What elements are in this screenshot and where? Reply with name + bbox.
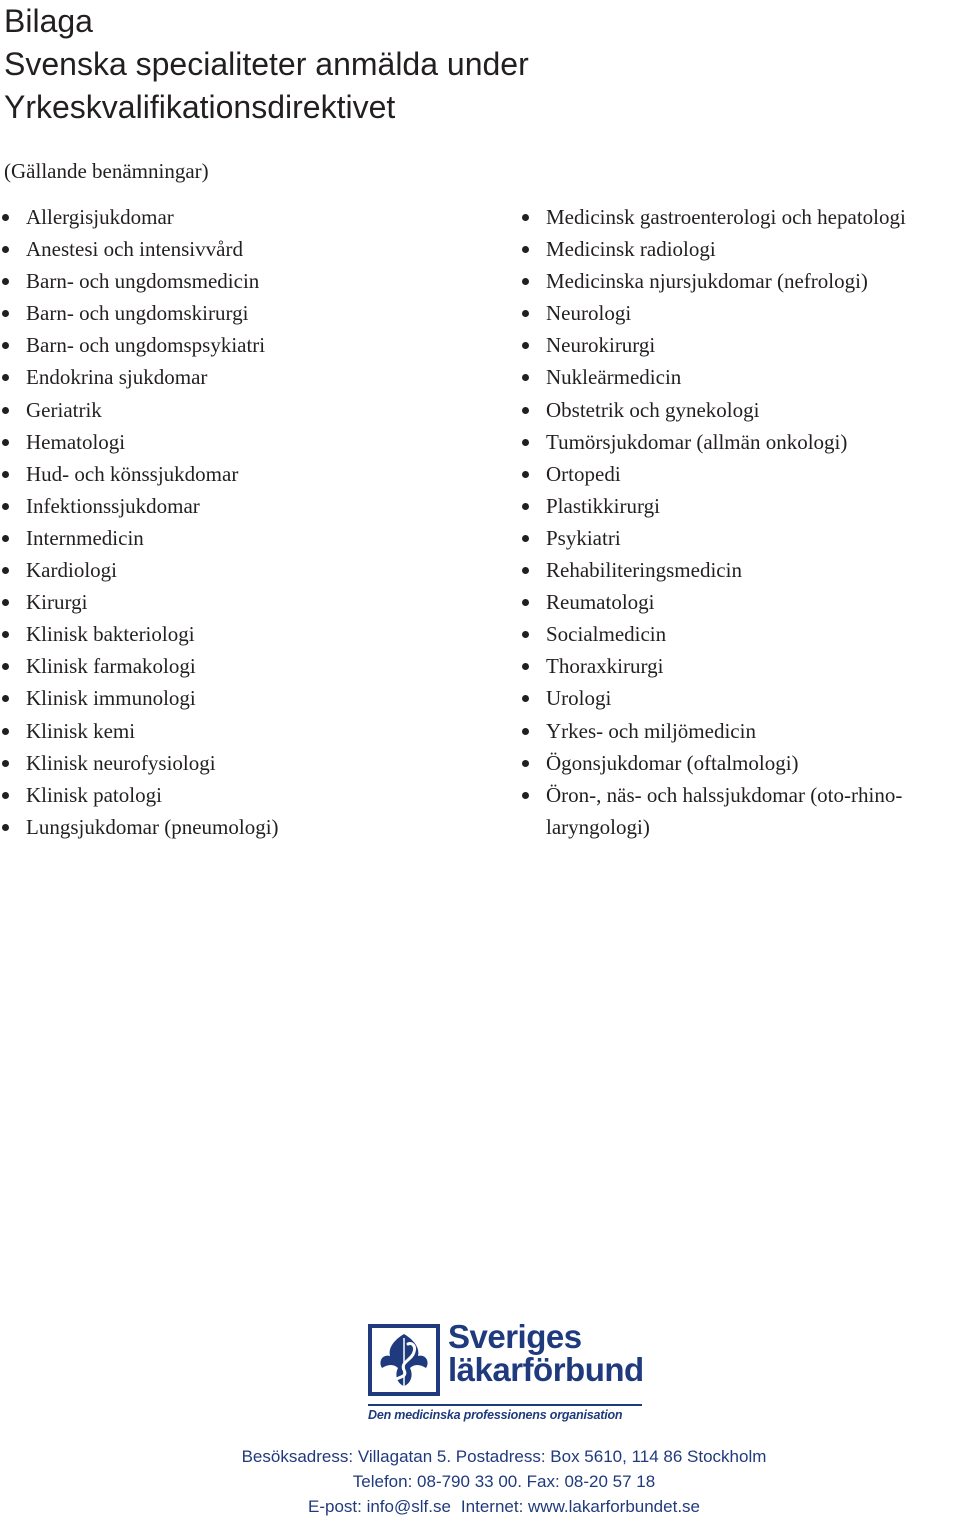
specialty-item: Infektionssjukdomar bbox=[0, 490, 279, 522]
specialty-item: Barn- och ungdomsmedicin bbox=[0, 265, 279, 297]
specialty-item: Psykiatri bbox=[520, 522, 960, 554]
specialty-item: Hud- och könssjukdomar bbox=[0, 458, 279, 490]
page-heading bbox=[4, 0, 529, 129]
page-title-line-2: Yrkeskvalifikationsdirektivet bbox=[4, 89, 396, 125]
specialty-item: Klinisk neurofysiologi bbox=[0, 747, 279, 779]
specialty-item: Ögonsjukdomar (oftalmologi) bbox=[520, 747, 960, 779]
specialty-item: Kirurgi bbox=[0, 586, 279, 618]
specialty-item: Thoraxkirurgi bbox=[520, 650, 960, 682]
specialty-item: Anestesi och intensivvård bbox=[0, 233, 279, 265]
specialty-item: Rehabiliteringsmedicin bbox=[520, 554, 960, 586]
specialty-item: Klinisk kemi bbox=[0, 715, 279, 747]
lakarforbundet-logo bbox=[368, 1318, 648, 1424]
footer-phone: Telefon: 08-790 33 00. Fax: 08-20 57 18 bbox=[352, 1472, 656, 1491]
specialty-item: Klinisk farmakologi bbox=[0, 650, 279, 682]
specialty-item: Obstetrik och gynekologi bbox=[520, 394, 960, 426]
logo-wordmark bbox=[448, 1320, 644, 1386]
footer-contact-line bbox=[0, 1494, 960, 1519]
specialty-item: Hematologi bbox=[0, 426, 279, 458]
specialty-item: Medicinsk gastroenterologi och hepatologi bbox=[520, 201, 960, 233]
logo-name-line-2: läkarförbund bbox=[448, 1351, 644, 1388]
footer-address: Besöksadress: Villagatan 5. Postadress: Box 5610, 114 86 Stockholm bbox=[241, 1447, 767, 1466]
footer-email[interactable]: E-post: info@slf.se bbox=[307, 1497, 451, 1516]
logo-name-line-1: Sveriges bbox=[448, 1318, 582, 1355]
specialty-item: Yrkes- och miljömedicin bbox=[520, 715, 960, 747]
specialty-item: Nukleärmedicin bbox=[520, 361, 960, 393]
specialty-item: Allergisjukdomar bbox=[0, 201, 279, 233]
specialty-item: Klinisk patologi bbox=[0, 779, 279, 811]
page-title-line-1: Svenska specialiteter anmälda under bbox=[4, 46, 529, 82]
specialty-item: Tumörsjukdomar (allmän onkologi) bbox=[520, 426, 960, 458]
specialty-item: Plastikkirurgi bbox=[520, 490, 960, 522]
specialty-item: Internmedicin bbox=[0, 522, 279, 554]
footer-website[interactable]: Internet: www.lakarforbundet.se bbox=[460, 1497, 700, 1516]
specialty-list-right bbox=[520, 201, 960, 843]
specialty-item: Öron-, näs- och halssjukdomar (oto-rhino-laryngologi) bbox=[520, 779, 960, 843]
sveriges-lakarforbund-seal-icon bbox=[368, 1324, 440, 1396]
specialty-item: Lungsjukdomar (pneumologi) bbox=[0, 811, 279, 843]
specialty-item: Reumatologi bbox=[520, 586, 960, 618]
specialty-item: Barn- och ungdomskirurgi bbox=[0, 297, 279, 329]
specialty-list-left bbox=[0, 201, 279, 843]
logo-tagline: Den medicinska professionens organisation bbox=[368, 1404, 642, 1422]
specialty-item: Ortopedi bbox=[520, 458, 960, 490]
specialty-item: Medicinska njursjukdomar (nefrologi) bbox=[520, 265, 960, 297]
specialty-item: Urologi bbox=[520, 682, 960, 714]
specialty-item: Medicinsk radiologi bbox=[520, 233, 960, 265]
specialty-item: Kardiologi bbox=[0, 554, 279, 586]
specialty-item: Socialmedicin bbox=[520, 618, 960, 650]
specialty-item: Klinisk bakteriologi bbox=[0, 618, 279, 650]
specialty-item: Klinisk immunologi bbox=[0, 682, 279, 714]
specialty-item: Neurologi bbox=[520, 297, 960, 329]
specialty-item: Neurokirurgi bbox=[520, 329, 960, 361]
page-subtitle: (Gällande benämningar) bbox=[4, 159, 209, 183]
contact-footer bbox=[0, 1444, 960, 1519]
specialty-item: Endokrina sjukdomar bbox=[0, 361, 279, 393]
specialty-item: Barn- och ungdomspsykiatri bbox=[0, 329, 279, 361]
specialty-item: Geriatrik bbox=[0, 394, 279, 426]
appendix-label: Bilaga bbox=[4, 3, 93, 39]
